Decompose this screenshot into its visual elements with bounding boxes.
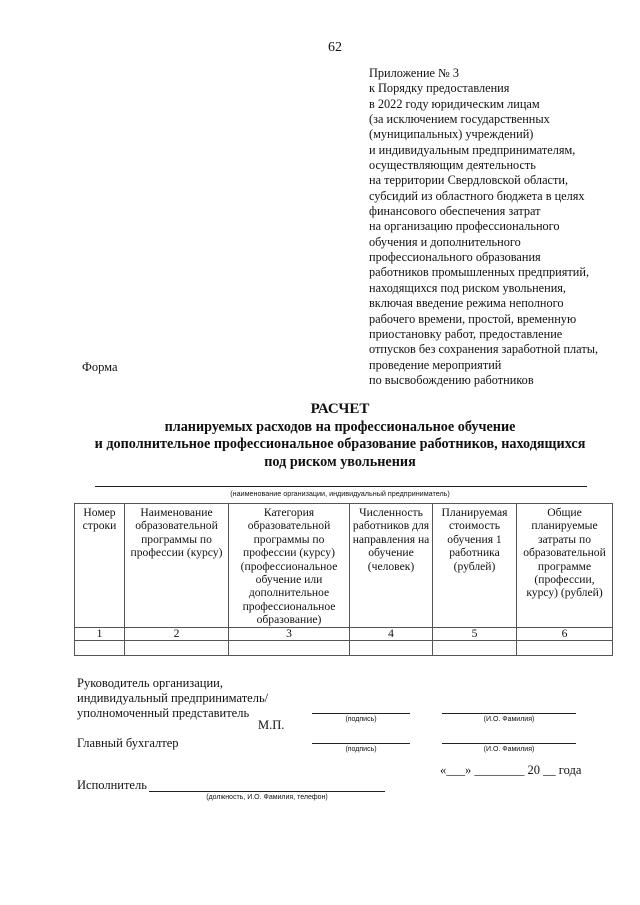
name-caption: (И.О. Фамилия) — [483, 716, 535, 723]
head-line: Руководитель организации, — [77, 676, 223, 690]
appendix-line: по высвобождению работников — [369, 372, 534, 387]
appendix-line: включая введение режима неполного — [369, 296, 564, 311]
appendix-line: профессионального образования — [369, 250, 541, 265]
appendix-line: на территории Свердловской области, — [369, 173, 569, 188]
organization-name-field[interactable] — [95, 486, 587, 487]
title-main: РАСЧЕТ — [310, 401, 370, 417]
head-line: уполномоченный представитель — [77, 706, 250, 721]
header-row-number: Номер строки — [75, 504, 125, 628]
column-number: 2 — [125, 627, 229, 640]
column-number: 3 — [229, 627, 350, 640]
column-number: 1 — [75, 627, 125, 640]
appendix-line: субсидий из областного бюджета в целях — [369, 188, 585, 203]
head-signature-field[interactable] — [312, 713, 410, 714]
page-number: 62 — [328, 40, 342, 55]
header-cost-per-worker: Планируемая стоимость обучения 1 работника (рублей) — [433, 504, 517, 628]
table-cell[interactable] — [517, 640, 613, 655]
table-cell[interactable] — [125, 640, 229, 655]
signature-caption: (подпись) — [345, 716, 377, 723]
head-signatory-label — [77, 676, 268, 722]
header-worker-count: Численность работников для направления на обучение (человек) — [350, 504, 433, 628]
appendix-line: обучения и дополнительного — [369, 234, 521, 249]
appendix-line: работников промышленных предприятий, — [369, 265, 590, 280]
column-number: 6 — [517, 627, 613, 640]
accountant-name-field[interactable] — [442, 743, 576, 744]
table-header-row — [75, 504, 613, 628]
header-program-category: Категория образовательной программы по профессии (курсу) (профессиональное обучение или дополнительное профессиональное образование) — [229, 504, 350, 628]
executor-field[interactable] — [149, 791, 385, 792]
signature-caption: (подпись) — [345, 746, 377, 753]
appendix-line: отпусков без сохранения заработной платы, — [369, 342, 599, 357]
executor-caption: (должность, И.О. Фамилия, телефон) — [206, 794, 328, 801]
calculation-table — [74, 503, 613, 656]
column-number: 4 — [350, 627, 433, 640]
appendix-line: Приложение № 3 — [369, 66, 460, 80]
appendix-line: приостановку работ, предоставление — [369, 326, 563, 341]
table-cell[interactable] — [75, 640, 125, 655]
title-line: под риском увольнения — [264, 453, 416, 470]
document-title — [60, 401, 620, 471]
name-caption: (И.О. Фамилия) — [483, 746, 535, 753]
column-number-row — [75, 627, 613, 640]
table-row — [75, 640, 613, 655]
title-line: планируемых расходов на профессиональное обучение — [164, 418, 516, 435]
date-field[interactable]: «___» ________ 20 __ года — [440, 763, 582, 777]
appendix-line: в 2022 году юридическим лицам — [369, 96, 540, 111]
appendix-line: на организацию профессионального — [369, 219, 560, 234]
appendix-line: осуществляющим деятельность — [369, 158, 536, 173]
appendix-line: проведение мероприятий — [369, 357, 502, 372]
stamp-place-label: М.П. — [258, 718, 285, 732]
column-number: 5 — [433, 627, 517, 640]
header-program-name: Наименование образовательной программы по профессии (курсу) — [125, 504, 229, 628]
table-cell[interactable] — [350, 640, 433, 655]
appendix-header — [369, 66, 629, 388]
head-line: индивидуальный предприниматель/ — [77, 691, 269, 706]
form-label: Форма — [82, 360, 118, 374]
appendix-line: и индивидуальным предпринимателям, — [369, 142, 576, 157]
header-total-cost: Общие планируемые затраты по образовательной программе (профессии, курсу) (рублей) — [517, 504, 613, 628]
title-line: и дополнительное профессиональное образование работников, находящихся — [94, 436, 586, 452]
table-cell[interactable] — [433, 640, 517, 655]
appendix-line: к Порядку предоставления — [369, 81, 510, 96]
head-name-field[interactable] — [442, 713, 576, 714]
accountant-signature-field[interactable] — [312, 743, 410, 744]
executor-label: Исполнитель — [77, 778, 147, 792]
appendix-line: финансового обеспечения затрат — [369, 204, 541, 219]
appendix-line: рабочего времени, простой, временную — [369, 311, 577, 326]
chief-accountant-label: Главный бухгалтер — [77, 736, 179, 750]
organization-caption: (наименование организации, индивидуальный предприниматель) — [230, 489, 450, 498]
table-cell[interactable] — [229, 640, 350, 655]
appendix-line: (муниципальных) учреждений) — [369, 127, 534, 142]
appendix-line: (за исключением государственных — [369, 112, 550, 127]
appendix-line: находящихся под риском увольнения, — [369, 280, 567, 295]
